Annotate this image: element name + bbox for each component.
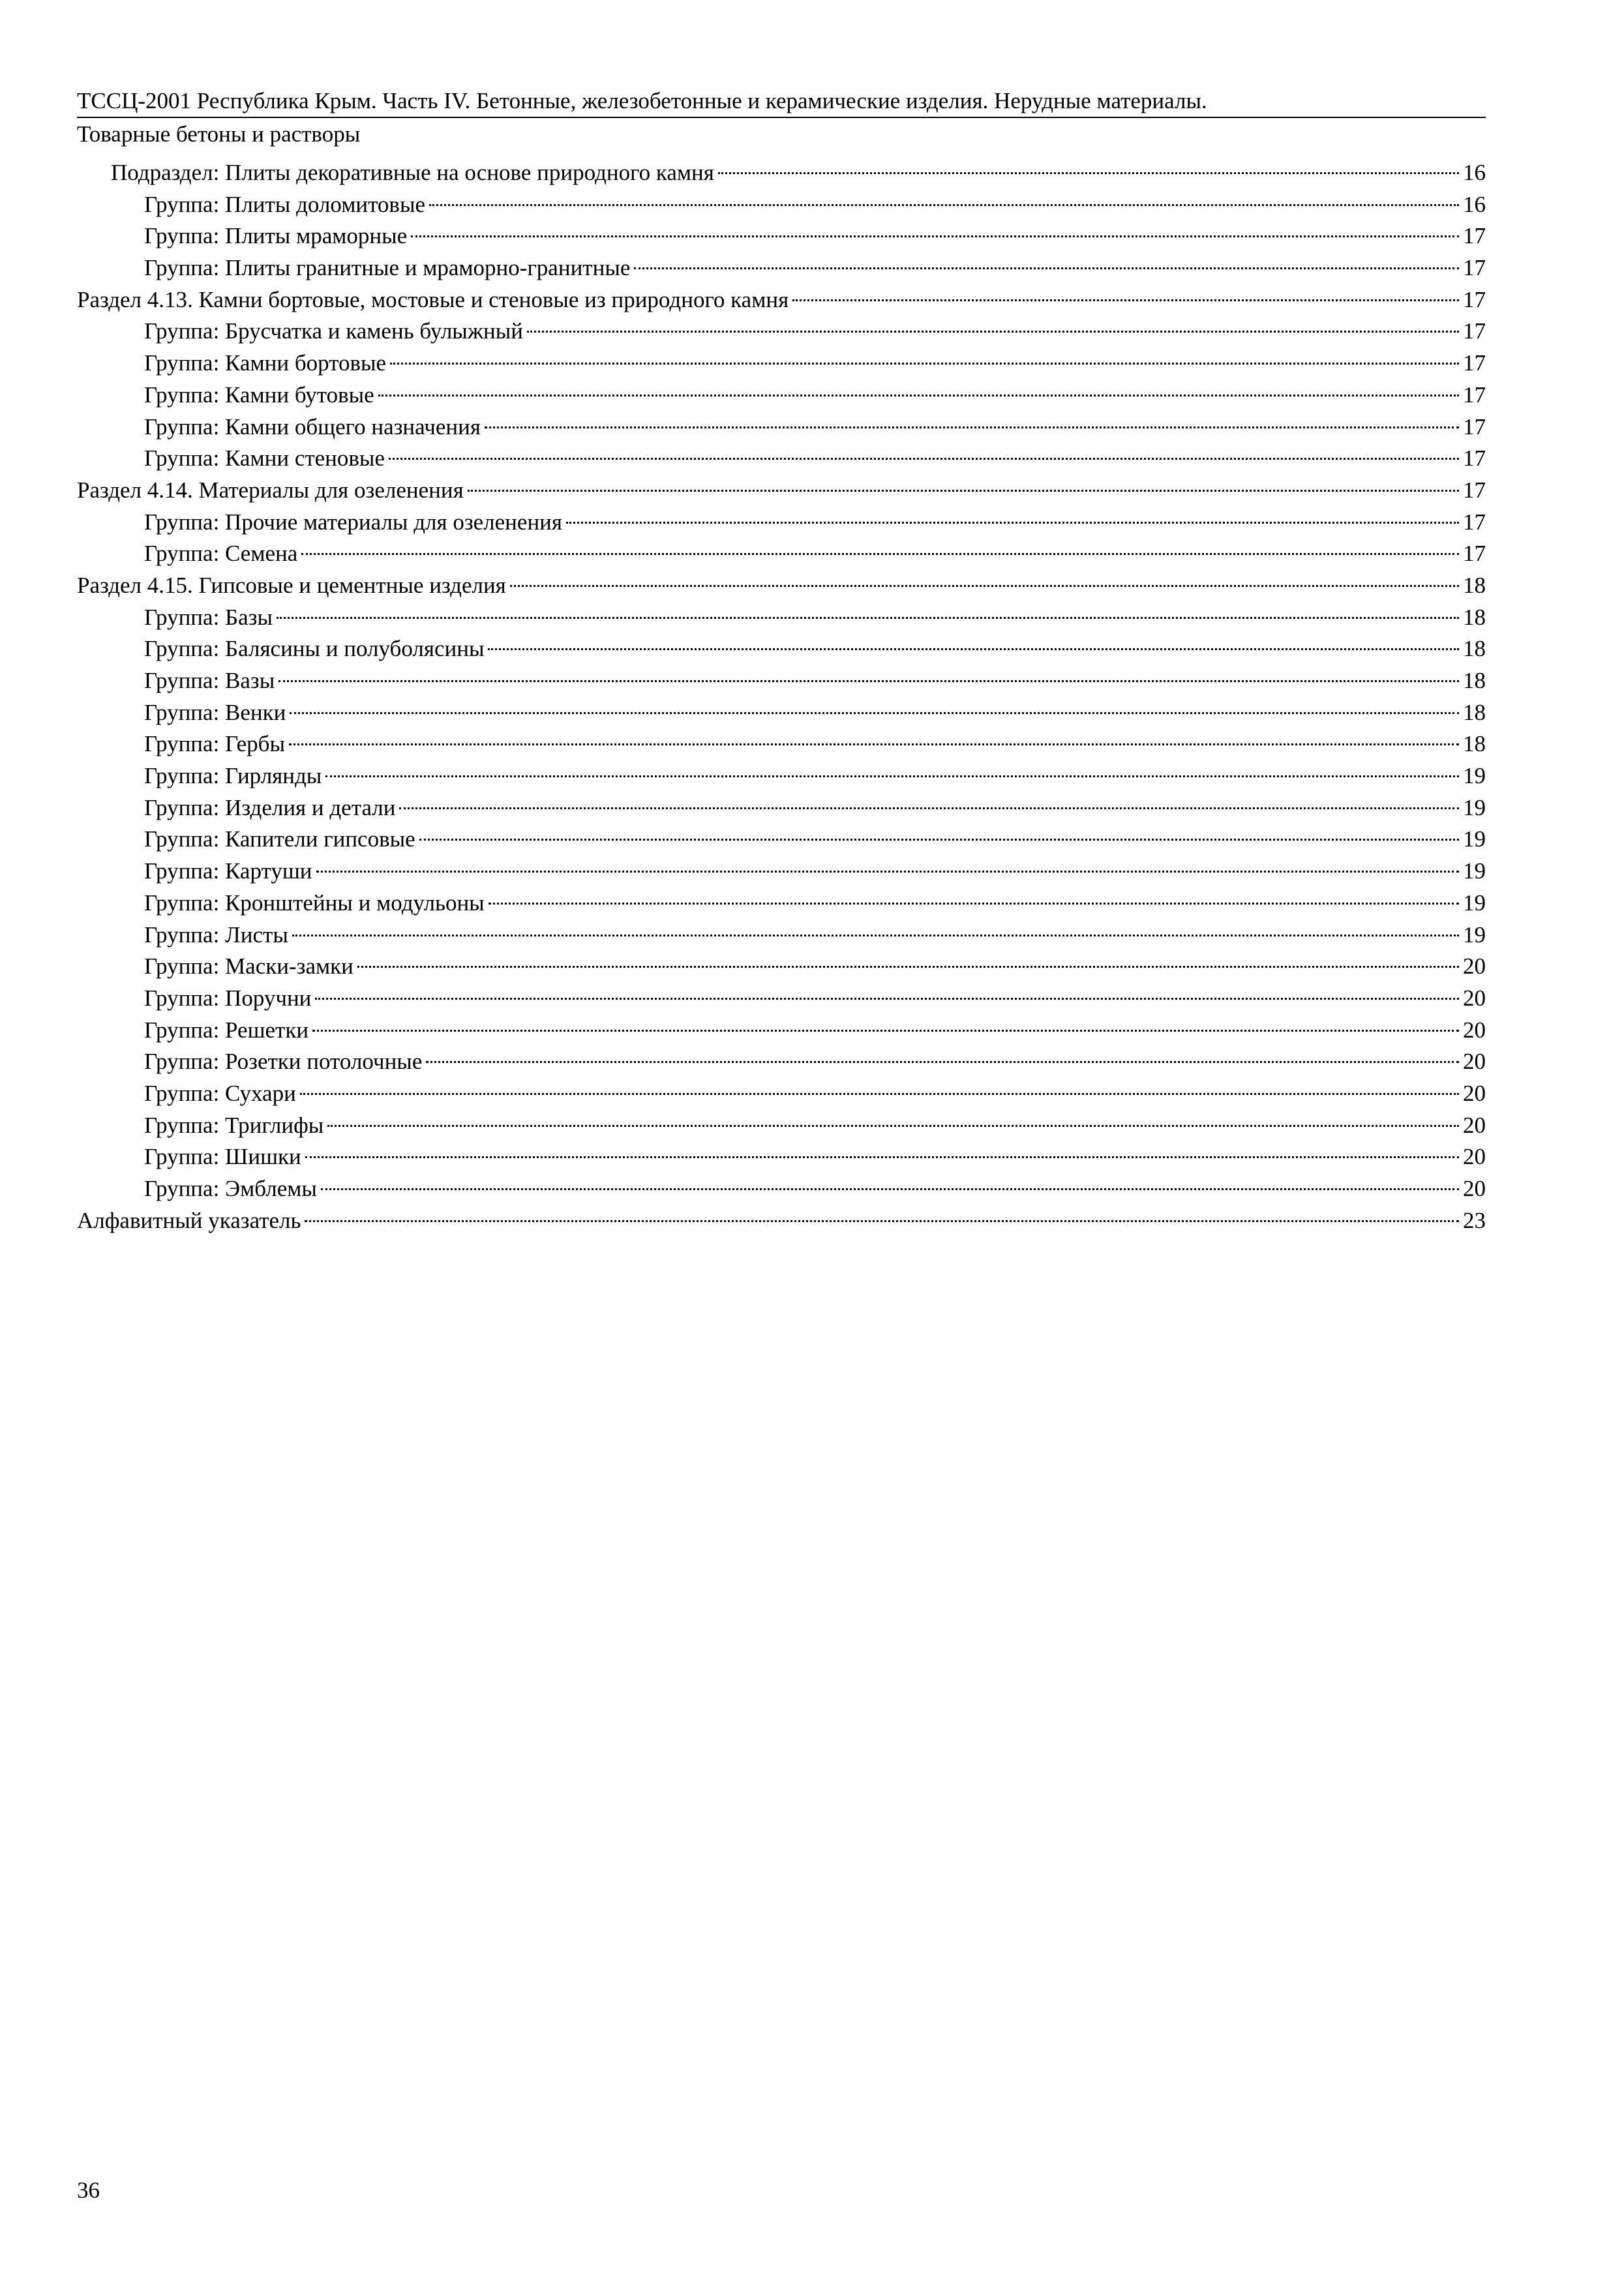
toc-entry[interactable]	[77, 380, 1486, 411]
toc-dot-leader	[305, 1156, 1459, 1158]
toc-entry-page: 17	[1463, 445, 1486, 471]
toc-entry[interactable]	[77, 1141, 1486, 1173]
toc-entry[interactable]	[77, 633, 1486, 665]
toc-entry-page: 17	[1463, 286, 1486, 312]
toc-dot-leader	[321, 1188, 1459, 1190]
toc-dot-leader	[305, 1220, 1459, 1222]
toc-dot-leader	[792, 299, 1459, 301]
toc-dot-leader	[488, 648, 1459, 650]
toc-entry-label: Группа: Маски-замки	[144, 953, 353, 980]
toc-dot-leader	[718, 172, 1459, 174]
toc-entry[interactable]	[77, 888, 1486, 920]
toc-entry[interactable]	[77, 951, 1486, 983]
toc-entry-page: 17	[1463, 413, 1486, 440]
toc-entry-label: Группа: Камни стеновые	[144, 445, 385, 471]
toc-entry-label: Группа: Эмблемы	[144, 1176, 317, 1201]
toc-entry-page: 17	[1463, 350, 1486, 376]
toc-entry[interactable]	[77, 189, 1486, 221]
toc-dot-leader	[390, 363, 1459, 365]
toc-dot-leader	[289, 743, 1459, 745]
toc-entry-page: 19	[1463, 890, 1486, 916]
toc-entry-page: 20	[1463, 1112, 1486, 1138]
toc-dot-leader	[426, 1061, 1459, 1063]
toc-dot-leader	[312, 1030, 1459, 1032]
toc-entry[interactable]	[77, 157, 1486, 189]
toc-entry-page: 17	[1463, 509, 1486, 535]
toc-entry-label: Группа: Сухари	[144, 1080, 296, 1106]
toc-entry[interactable]	[77, 697, 1486, 729]
toc-entry[interactable]	[77, 284, 1486, 316]
toc-entry-label: Группа: Брусчатка и камень булыжный	[144, 318, 523, 344]
toc-dot-leader	[327, 1125, 1459, 1127]
toc-entry[interactable]	[77, 665, 1486, 697]
toc-entry[interactable]	[77, 792, 1486, 824]
toc-entry[interactable]	[77, 728, 1486, 760]
toc-entry-label: Группа: Поручни	[144, 985, 312, 1011]
toc-entry-page: 20	[1463, 1049, 1486, 1075]
toc-entry[interactable]	[77, 538, 1486, 570]
toc-entry-label: Группа: Изделия и детали	[144, 794, 396, 820]
table-of-contents	[77, 157, 1486, 1236]
toc-entry[interactable]	[77, 1110, 1486, 1142]
toc-dot-leader	[489, 903, 1459, 905]
toc-entry-label: Группа: Венки	[144, 699, 286, 725]
toc-entry-label: Группа: Шишки	[144, 1144, 301, 1170]
document-subtitle: Товарные бетоны и растворы	[77, 121, 361, 147]
toc-entry[interactable]	[77, 1046, 1486, 1078]
toc-dot-leader	[277, 617, 1459, 619]
toc-entry[interactable]	[77, 316, 1486, 348]
toc-entry[interactable]	[77, 1173, 1486, 1205]
toc-entry[interactable]	[77, 570, 1486, 602]
toc-entry-label: Группа: Решетки	[144, 1017, 309, 1043]
toc-entry-label: Группа: Камни бортовые	[144, 350, 387, 376]
toc-entry[interactable]	[77, 1078, 1486, 1110]
toc-entry-label: Группа: Розетки потолочные	[144, 1049, 423, 1075]
toc-entry-label: Группа: Триглифы	[144, 1112, 324, 1138]
toc-entry-label: Подраздел: Плиты декоративные на основе природного камня	[111, 160, 714, 185]
toc-entry-page: 16	[1463, 160, 1486, 185]
toc-dot-leader	[315, 998, 1459, 1000]
toc-entry-page: 17	[1463, 477, 1486, 503]
toc-entry[interactable]	[77, 760, 1486, 792]
toc-entry-label: Раздел 4.14. Материалы для озеленения	[77, 477, 464, 503]
toc-entry-label: Группа: Базы	[144, 604, 273, 630]
toc-entry-label: Раздел 4.13. Камни бортовые, мостовые и стеновые из природного камня	[77, 286, 789, 312]
toc-dot-leader	[290, 712, 1459, 714]
toc-entry-page: 18	[1463, 572, 1486, 598]
toc-dot-leader	[378, 395, 1459, 396]
toc-dot-leader	[278, 680, 1459, 682]
toc-entry-page: 20	[1463, 1017, 1486, 1043]
toc-entry-label: Группа: Плиты мраморные	[144, 223, 408, 249]
toc-entry[interactable]	[77, 443, 1486, 475]
toc-dot-leader	[325, 775, 1459, 777]
toc-entry-page: 18	[1463, 731, 1486, 757]
toc-entry-label: Группа: Гербы	[144, 731, 285, 757]
toc-entry-page: 19	[1463, 858, 1486, 884]
toc-dot-leader	[485, 426, 1459, 428]
toc-dot-leader	[411, 235, 1459, 237]
toc-entry-label: Группа: Вазы	[144, 668, 275, 693]
toc-entry-label: Раздел 4.15. Гипсовые и цементные изделия	[77, 572, 506, 598]
toc-entry-page: 20	[1463, 1176, 1486, 1201]
toc-entry-page: 20	[1463, 985, 1486, 1011]
toc-entry-page: 18	[1463, 699, 1486, 725]
toc-dot-leader	[300, 1093, 1459, 1095]
toc-entry-page: 19	[1463, 763, 1486, 789]
toc-entry-page: 20	[1463, 1080, 1486, 1106]
toc-entry[interactable]	[77, 983, 1486, 1015]
toc-dot-leader	[301, 553, 1459, 555]
toc-entry-label: Группа: Камни бутовые	[144, 382, 374, 408]
toc-entry-label: Группа: Балясины и полуболясины	[144, 636, 485, 662]
toc-entry-label: Группа: Семена	[144, 541, 298, 567]
toc-entry[interactable]	[77, 411, 1486, 443]
toc-entry[interactable]	[77, 1205, 1486, 1237]
toc-entry-label: Группа: Кронштейны и модульоны	[144, 890, 485, 916]
toc-entry-label: Группа: Гирлянды	[144, 763, 322, 789]
toc-entry-page: 16	[1463, 191, 1486, 217]
toc-entry[interactable]	[77, 602, 1486, 634]
toc-dot-leader	[527, 331, 1459, 333]
toc-entry-page: 17	[1463, 318, 1486, 344]
toc-dot-leader	[419, 839, 1459, 841]
toc-dot-leader	[468, 490, 1459, 492]
toc-dot-leader	[634, 267, 1459, 269]
toc-entry-label: Группа: Листы	[144, 921, 288, 948]
toc-entry-page: 17	[1463, 223, 1486, 249]
toc-entry-label: Группа: Камни общего назначения	[144, 413, 481, 440]
toc-dot-leader	[566, 522, 1459, 524]
toc-dot-leader	[399, 807, 1459, 809]
toc-entry-page: 19	[1463, 826, 1486, 852]
toc-dot-leader	[316, 871, 1459, 873]
toc-entry[interactable]	[77, 1015, 1486, 1047]
toc-entry-page: 17	[1463, 255, 1486, 281]
toc-entry-label: Группа: Картуши	[144, 858, 312, 884]
toc-entry-page: 18	[1463, 668, 1486, 693]
toc-entry[interactable]	[77, 920, 1486, 951]
toc-entry-page: 17	[1463, 382, 1486, 408]
toc-entry[interactable]	[77, 475, 1486, 507]
toc-dot-leader	[292, 935, 1459, 936]
toc-entry-label: Группа: Плиты доломитовые	[144, 191, 426, 217]
toc-entry-page: 19	[1463, 921, 1486, 948]
toc-entry-label: Группа: Плиты гранитные и мраморно-гранитные	[144, 255, 631, 281]
toc-entry[interactable]	[77, 856, 1486, 888]
toc-entry[interactable]	[77, 824, 1486, 856]
toc-entry[interactable]	[77, 507, 1486, 539]
toc-entry-page: 20	[1463, 1144, 1486, 1170]
toc-entry-page: 23	[1463, 1207, 1486, 1233]
toc-entry-page: 19	[1463, 794, 1486, 820]
toc-entry[interactable]	[77, 252, 1486, 284]
toc-dot-leader	[429, 204, 1459, 206]
toc-entry-page: 17	[1463, 541, 1486, 567]
document-title: ТССЦ-2001 Республика Крым. Часть IV. Бетонные, железобетонные и керамические изделия. Нерудные материалы.	[77, 86, 1486, 118]
page-header	[77, 86, 1486, 149]
toc-entry-label: Группа: Капители гипсовые	[144, 826, 415, 852]
toc-entry-label: Группа: Прочие материалы для озеленения	[144, 509, 563, 535]
toc-dot-leader	[357, 966, 1459, 968]
toc-entry-page: 18	[1463, 604, 1486, 630]
toc-entry-page: 18	[1463, 636, 1486, 662]
toc-entry[interactable]	[77, 220, 1486, 252]
toc-entry-page: 20	[1463, 953, 1486, 980]
toc-dot-leader	[510, 585, 1459, 587]
toc-entry-label: Алфавитный указатель	[77, 1207, 301, 1233]
toc-dot-leader	[389, 458, 1459, 460]
page-number: 36	[77, 2177, 100, 2203]
toc-entry[interactable]	[77, 348, 1486, 380]
